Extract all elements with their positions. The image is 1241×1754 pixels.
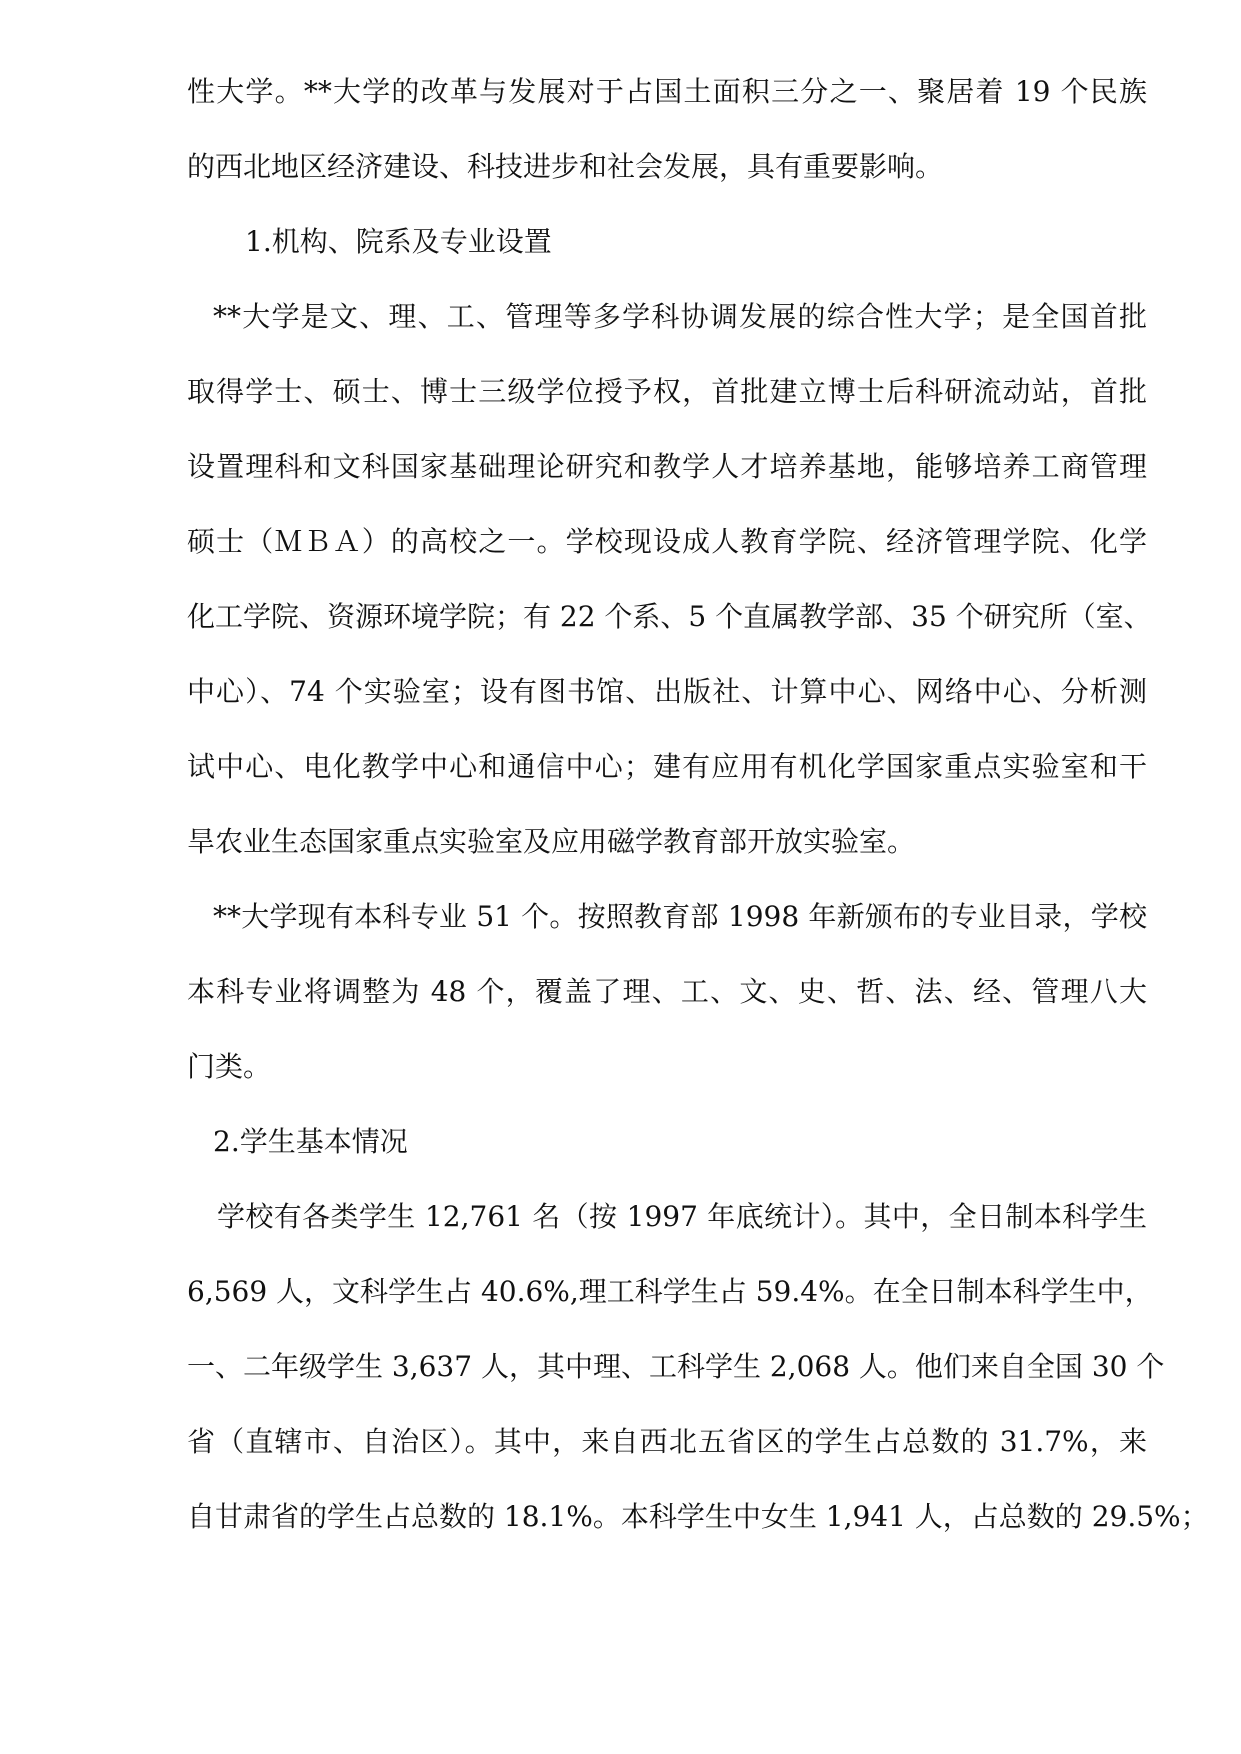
text-line: 门类。 [187, 1050, 272, 1083]
section-heading-2: 2.学生基本情况 [213, 1125, 408, 1158]
text-line: 中心）、74 个实验室；设有图书馆、出版社、计算中心、网络中心、分析测 [187, 675, 1147, 708]
text-line: **大学是文、理、工、管理等多学科协调发展的综合性大学；是全国首批 [213, 300, 1147, 333]
text-line: 一、二年级学生 3,637 人，其中理、工科学生 2,068 人。他们来自全国 30 个 [187, 1350, 1165, 1383]
text-line: 旱农业生态国家重点实验室及应用磁学教育部开放实验室。 [187, 825, 916, 858]
text-line: 的西北地区经济建设、科技进步和社会发展，具有重要影响。 [187, 150, 944, 183]
text-line: 设置理科和文科国家基础理论研究和教学人才培养基地，能够培养工商管理 [187, 450, 1147, 483]
text-line: 取得学士、硕士、博士三级学位授予权，首批建立博士后科研流动站，首批 [187, 375, 1147, 408]
text-line: 化工学院、资源环境学院；有 22 个系、5 个直属教学部、35 个研究所（室、 [187, 600, 1152, 633]
text-line: 省（直辖市、自治区）。其中，来自西北五省区的学生占总数的 31.7%，来 [187, 1425, 1147, 1458]
text-line: **大学现有本科专业 51 个。按照教育部 1998 年新颁布的专业目录，学校 [213, 900, 1147, 933]
text-line: 学校有各类学生 12,761 名（按 1997 年底统计）。其中，全日制本科学生 [217, 1200, 1147, 1233]
text-line: 性大学。**大学的改革与发展对于占国土面积三分之一、聚居着 19 个民族 [187, 75, 1147, 108]
section1-paragraph-2 [187, 887, 1147, 1112]
text-line: 本科专业将调整为 48 个，覆盖了理、工、文、史、哲、法、经、管理八大 [187, 975, 1147, 1008]
text-line: 自甘肃省的学生占总数的 18.1%。本科学生中女生 1,941 人，占总数的 29.5%； [187, 1500, 1209, 1533]
text-line: 硕士（ＭＢＡ）的高校之一。学校现设成人教育学院、经济管理学院、化学 [187, 525, 1147, 558]
intro-paragraph [187, 62, 1147, 212]
text-line: 6,569 人，文科学生占 40.6%,理工科学生占 59.4%。在全日制本科学生中， [187, 1275, 1153, 1308]
document-body [187, 62, 1209, 1562]
section1-paragraph-1 [187, 287, 1152, 887]
section2-paragraph-1 [187, 1187, 1209, 1562]
text-line: 试中心、电化教学中心和通信中心；建有应用有机化学国家重点实验室和干 [187, 750, 1147, 783]
section-heading-1: 1.机构、院系及专业设置 [245, 225, 552, 258]
